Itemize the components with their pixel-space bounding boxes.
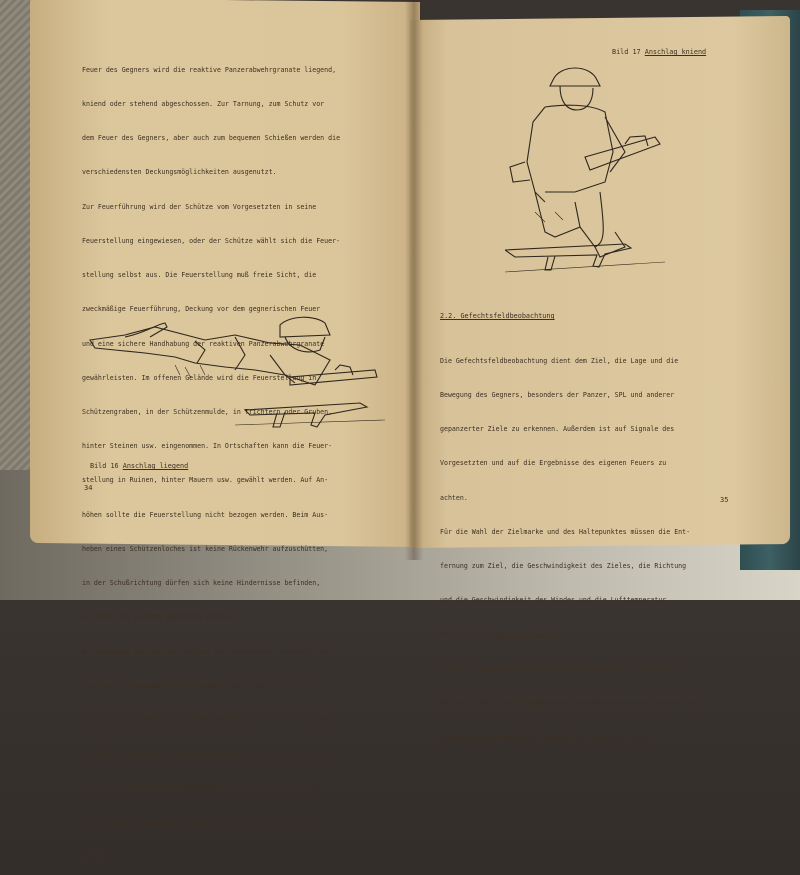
text-line: Feuerstellung eingewiesen, oder der Schütze wählt sich die Feuer- (82, 236, 341, 245)
text-line: zweckmäßige Feuerführung, Deckung vor dem gegnerischen Feuer (82, 305, 321, 314)
text-line: geht, ohne die reaktive Panzerabwehrgranate in die Gefechtslage (82, 715, 333, 724)
page-number-right: 35 (720, 496, 729, 504)
book-gutter (405, 0, 423, 560)
text-line: Schützengraben, in der Schützenmulde, in Trichtern oder Gruben, (82, 408, 333, 416)
text-line: stellung selbst aus. Die Feuerstellung muß freie Sicht, die (82, 271, 317, 280)
text-line: mittleren Teil unten und mit der rechten Hand am Rohrboden (82, 818, 313, 827)
text-line: und die Geschwindigkeit des Windes und die Lufttemperatur (440, 596, 667, 605)
text-line: fernung zum Ziel, die Geschwindigkeit des Zieles, die Richtung (440, 562, 687, 571)
text-line: achten. (440, 493, 468, 502)
text-line: dem Feuer des Gegners, aber auch zum bequemen Schießen werden die (82, 134, 341, 143)
section-heading: 2.2. Gefechtsfeldbeobachtung (440, 312, 555, 320)
text-line: Die Entfernung zum Ziel kann mit der Zielmarke 15 bestimmt wer- (440, 664, 691, 673)
page-number-left: 34 (84, 484, 93, 492)
figure-17-caption (612, 48, 706, 56)
text-line: Zur Feuerführung wird der Schütze vom Vorgesetzten in seine (82, 202, 317, 211)
caption-prefix: Bild 17 (612, 48, 641, 56)
text-line: Feuer des Gegners wird die reaktive Panzerabwehrgranate liegend, (82, 65, 337, 74)
text-line: Auf Kommando bezieht der Schütze die angewiesene Feuerstellung, (82, 647, 333, 656)
text-line: hinter Steinen usw. eingenommen. In Ortschaften kann die Feuer- (82, 442, 333, 451)
text-line: legt die strukturmäßige Schützenwaffe ab (außer Pistole) und (82, 681, 321, 690)
text-line: Angaben entsprechend der Tabelle 1 herangezogen werden. (440, 733, 659, 742)
text-line: höhen sollte die Feuerstellung nicht bezogen werden. Beim Aus- (82, 510, 329, 519)
text-line: stellung in Ruinen, hinter Mauern usw. gewählt werden. Auf An- (82, 476, 329, 485)
text-line: gewährleisten. Im offenen Gelände wird die Feuerstellung in (82, 373, 317, 382)
text-line: bestimmt oder geschätzt werden. (440, 630, 564, 639)
text-line: und eine sichere Handhabung der reaktiven Panzerabwehrgranate (82, 339, 325, 348)
text-line: Die Gefechtsfeldbeobachtung dient dem Ziel, die Lage und die (440, 356, 679, 365)
text-line: überführt zu haben, in den Anschlag (Bilder 16, 17, 18). Dabei (82, 750, 329, 759)
text-line: heben eines Schützenloches ist keine Rückenwehr aufzuschütten, (82, 544, 329, 553)
text-line: Vorgesetzten und auf die Ergebnisse des eigenen Feuers zu (440, 459, 667, 468)
prone-soldier-illustration (85, 315, 385, 455)
text-line: verschiedensten Deckungsmöglichkeiten ausgenutzt. (82, 168, 277, 177)
caption-title: Anschlag kniend (644, 48, 707, 56)
text-line: wird die reaktive Panzerabwehrgranate mit der linken Hand am (82, 784, 321, 793)
figure-16-caption (90, 462, 188, 470)
text-line: erfaßt. (82, 852, 110, 861)
kneeling-soldier-illustration (505, 62, 675, 302)
text-line: Für die Wahl der Zielmarke und des Haltepunktes müssen die Ent- (440, 527, 691, 536)
right-page-body (440, 333, 698, 755)
caption-prefix: Bild 16 (90, 462, 119, 470)
left-page-body (82, 42, 340, 875)
text-line: den (Bild 18). Zum Einschätzen der Windgeschwindigkeit können die (440, 699, 699, 707)
text-line: Bewegung des Gegners, besonders der Panzer, SPL und anderer (440, 391, 675, 400)
text-line: kniend oder stehend abgeschossen. Zur Tarnung, zum Schutz vor (82, 100, 325, 109)
text-line: gepanzerter Ziele zu erkennen. Außerdem ist auf Signale des (440, 425, 675, 434)
caption-title: Anschlag liegend (122, 462, 189, 470)
text-line: an denen die Granate abprallen könnte. (82, 613, 233, 622)
text-line: in der Schußrichtung dürfen sich keine Hindernisse befinden, (82, 579, 321, 588)
